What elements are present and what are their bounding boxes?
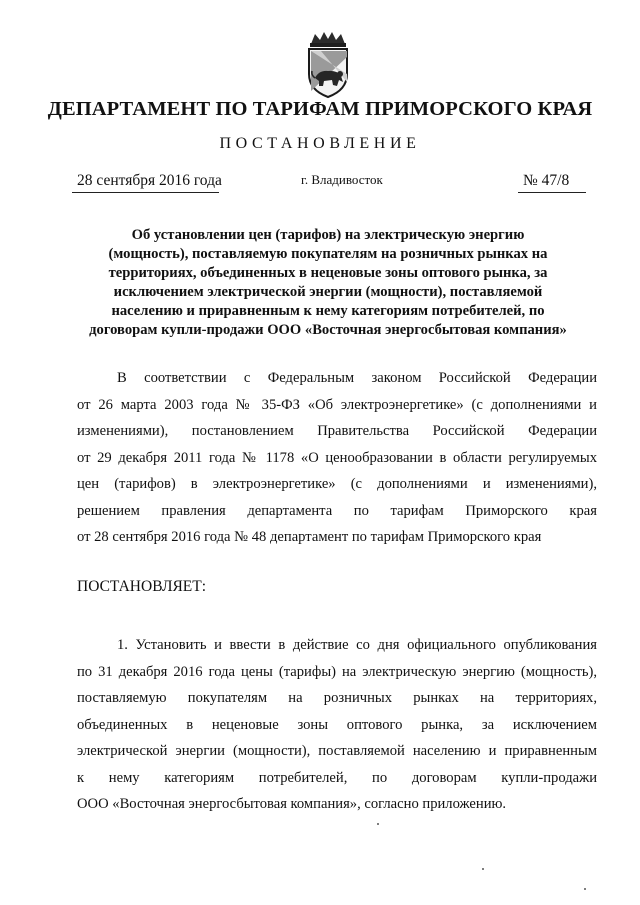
- title-line: Об установлении цен (тарифов) на электрическую энергию: [131, 227, 525, 243]
- title-line: (мощность), поставляемую покупателям на розничных рынках на: [108, 246, 548, 262]
- preamble-line: от 29 декабря 2011 года № 1178 «О ценообразовании в области регулируемых: [77, 449, 597, 466]
- date-underline: [72, 192, 219, 193]
- document-city: г. Владивосток: [301, 172, 383, 187]
- document-type: ПОСТАНОВЛЕНИЕ: [219, 135, 421, 152]
- preamble-paragraph: [77, 365, 597, 551]
- preamble-line: от 28 сентября 2016 года № 48 департамент по тарифам Приморского края: [77, 529, 542, 545]
- clause-line: по 31 декабря 2016 года цены (тарифы) на электрическую энергию (мощность),: [77, 663, 597, 680]
- document-title: [60, 226, 596, 340]
- preamble-line: от 26 марта 2003 года № 35-ФЗ «Об электроэнергетике» (с дополнениями и: [77, 396, 597, 413]
- clause-line: ООО «Восточная энергосбытовая компания», согласно приложению.: [77, 796, 507, 812]
- resolves-heading: ПОСТАНОВЛЯЕТ:: [77, 578, 207, 595]
- primorsky-coat-of-arms-icon: [297, 30, 359, 100]
- scan-speck: [482, 868, 484, 870]
- number-underline: [518, 192, 586, 193]
- document-date: 28 сентября 2016 года: [77, 172, 222, 189]
- clause-line: поставляемую покупателям на розничных рынках на территориях,: [77, 690, 597, 706]
- department-name: ДЕПАРТАМЕНТ ПО ТАРИФАМ ПРИМОРСКОГО КРАЯ: [47, 98, 593, 120]
- clause-line: к нему категориям потребителей, по договорам купли-продажи: [77, 769, 597, 786]
- scan-speck: [584, 888, 586, 890]
- preamble-line: решением правления департамента по тарифам Приморского края: [77, 502, 597, 519]
- title-line: исключением электрической энергии (мощности), поставляемой: [113, 284, 543, 300]
- clause-line: электрической энергии (мощности), поставляемой населению и приравненным: [77, 743, 597, 759]
- title-line: территориях, объединенных в неценовые зоны оптового рынка, за: [108, 265, 548, 281]
- preamble-line: изменениями), постановлением Правительства Российской Федерации: [77, 423, 597, 439]
- preamble-line: цен (тарифов) в электроэнергетике» (с дополнениями и изменениями),: [77, 476, 597, 492]
- scan-speck: [377, 823, 379, 825]
- title-line: договорам купли-продажи ООО «Восточная энергосбытовая компания»: [89, 322, 567, 338]
- title-line: населению и приравненным к нему категориям потребителей, по: [111, 303, 545, 319]
- document-number: № 47/8: [523, 172, 570, 189]
- clause-line: объединенных в неценовые зоны оптового рынка, за исключением: [77, 716, 597, 733]
- clause-1-paragraph: [77, 632, 597, 818]
- clause-line: 1. Установить и ввести в действие со дня официального опубликования: [117, 637, 597, 653]
- preamble-line: В соответствии с Федеральным законом Российской Федерации: [117, 370, 597, 386]
